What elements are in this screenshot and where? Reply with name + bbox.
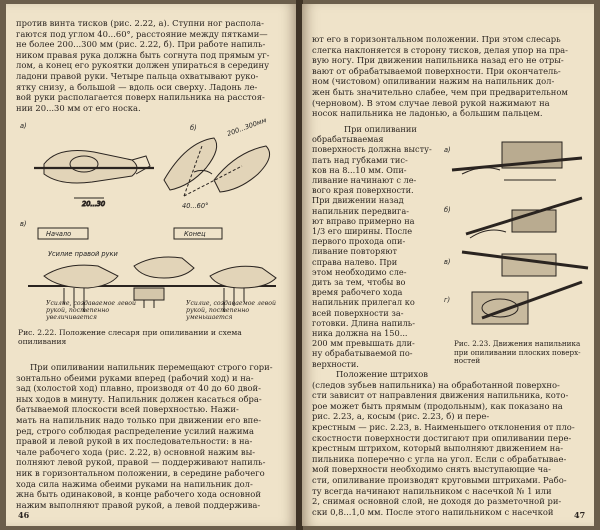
text-line: гаются под углом 40...60°, расстояние между пятками— [16, 28, 268, 39]
fig-label-a: а) [444, 146, 451, 154]
hand-grip-drawing [34, 151, 154, 209]
feet-angle-label: 40...60° [182, 202, 209, 210]
caption-line: ностей [454, 357, 481, 366]
text-line: вают от обрабатываемой поверхности. При окончатель- [312, 65, 561, 76]
text-line: мать на напильник надо только при движении его впе- [16, 414, 262, 425]
fig-label-b: б) [444, 206, 451, 214]
left-page-number: 46 [18, 510, 30, 520]
text-line: готовки. Длина напиль- [312, 317, 415, 328]
text-line: слегка наклоняется в сторону тисков, делая упор на пра- [312, 44, 568, 55]
text-line: мой поверхности необходимо снять выступающие ча- [312, 464, 551, 475]
figure-2-22-caption [18, 328, 290, 347]
text-line: нажим выполняют правой рукой, а левой поддержива- [16, 499, 261, 510]
caption-line: опиливания [18, 337, 67, 347]
text-line: лом, а конец его рукоятки должен упираться в середину [16, 60, 270, 71]
text-line: ливание начинают с ле- [312, 175, 417, 186]
text-line: батываемой плоскости всей поверхностью. Нажи- [16, 404, 239, 415]
text-line: ливание повторяют [312, 246, 398, 257]
left-page [6, 4, 297, 526]
text-line: крестным штрихом, который выполняют движением на- [312, 443, 564, 454]
feet-distance-label: 200...300мм [225, 116, 268, 138]
text-line: ником правая рука должна быть согнута под прямым уг- [16, 49, 270, 60]
end-label: Конец [184, 230, 206, 238]
text-line: ника должна на 150... [312, 328, 408, 339]
text-line: 2, снимая основной слой, не доходя до разметочной ри- [312, 496, 562, 507]
text-line: рис. 2.23, а, косым (рис. 2.23, б) и пере- [312, 411, 490, 422]
text-line: чале рабочего хода (рис. 2.22, в) основной нажим вы- [16, 446, 256, 457]
right-page [302, 4, 594, 526]
text-line: При опиливании напильник перемещают строго гори- [30, 362, 273, 372]
text-line: время рабочего хода [312, 287, 403, 298]
text-line: сти, опиливание производят круговыми штрихами. Рабо- [312, 474, 567, 485]
fig-label-g: г) [444, 296, 451, 304]
text-line: зад (холостой ход) плавно, производя от 40 до 60 двой- [16, 383, 261, 394]
text-line: Положение штрихов [336, 369, 428, 379]
text-line: ну обрабатываемой по- [312, 348, 413, 359]
left-hand-increase-label: Усилие, создаваемое левой рукой, постепенно увеличивается [46, 300, 136, 321]
caption-line: Рис. 2.22. Положение слесаря при опиливании и схема [18, 328, 242, 337]
fig-label-v: в) [20, 220, 27, 228]
text-line: обрабатываемая [312, 134, 384, 145]
caption-line: Рис. 2.23. Движения напильника [454, 340, 581, 348]
text-line: ков на 8...10 мм. Опи- [312, 164, 407, 175]
left-scheme-notes [46, 300, 146, 321]
text-line: вую ногу. При движении напильника назад его не отры- [312, 55, 564, 66]
text-line: хода сила нажима обеими руками на напильник дол- [16, 478, 253, 489]
text-line: нии 20...30 мм от его носка. [16, 102, 141, 113]
text-line: правой и левой рукой в их последовательности: в на- [16, 436, 253, 447]
text-line: 1/3 его ширины. После [312, 226, 413, 237]
text-line: ред, строго соблюдая распределение усилий нажима [16, 425, 254, 436]
start-label: Начало [46, 230, 72, 238]
feet-position-drawing [164, 138, 270, 196]
text-line: (следов зубьев напильника) на обработанной поверхно- [312, 379, 560, 390]
text-line: пильника поперечно с угла на угол. Если с обрабатывае- [312, 453, 567, 464]
cross-stroke-drawing [462, 252, 588, 276]
text-line: против винта тисков (рис. 2.22, а). Ступни ног распола- [16, 18, 264, 28]
text-line: ют вправо примерно на [312, 215, 415, 226]
text-line: поверхность должна высту- [312, 144, 432, 155]
text-line: ют его в горизонтальном положении. При этом слесарь [312, 34, 561, 44]
text-line: При движении назад [312, 195, 404, 206]
fig-label-b: б) [190, 124, 197, 132]
text-line: напильник прилегал ко [312, 297, 415, 308]
text-line: рое может быть прямым (продольным), как показано на [312, 400, 563, 411]
text-line: ятку снизу, а большой — вдоль оси сверху. Ладонь ле- [16, 81, 258, 92]
left-hand-decrease-label: Усилие, создаваемое левой рукой, постепенно уменьшается [186, 300, 276, 321]
text-line: этом необходимо сле- [312, 266, 407, 277]
left-top-paragraph [16, 18, 288, 113]
text-line: ски 0,8...1,0 мм. После этого напильником с насечкой [312, 506, 554, 517]
caption-line: при опиливании плоских поверх- [454, 348, 581, 357]
left-bottom-paragraph [16, 362, 288, 510]
text-line: ту всегда начинают напильником с насечкой № 1 или [312, 485, 552, 496]
text-line: жна быть одинаковой, в конце рабочего хода основной [16, 489, 261, 500]
right-hand-label: Усилие правой руки [48, 250, 118, 258]
text-line: пать над губками тис- [312, 154, 408, 165]
figure-2-23-caption [454, 340, 590, 366]
oblique-stroke-drawing [466, 198, 582, 238]
text-line: дить за тем, чтобы во [312, 277, 406, 288]
figure-2-23 [442, 122, 592, 340]
text-line: скостности поверхности достигают при опиливании пере- [312, 432, 572, 443]
text-line: зонтально обеими руками вперед (рабочий ход) и на- [16, 372, 254, 383]
text-line: вого края поверхности. [312, 185, 414, 196]
text-line: ник в горизонтальном положении, в середине рабочего [16, 467, 265, 478]
right-column-paragraph [312, 124, 440, 369]
grip-dim-label: 20...30 [82, 200, 106, 208]
text-line: ных ходов в минуту. Напильник должен касаться обра- [16, 393, 262, 404]
figure-2-22 [14, 116, 290, 324]
text-line: 200 мм превышать дли- [312, 338, 415, 349]
fig-label-a: а) [20, 122, 27, 130]
straight-stroke-drawing [452, 142, 582, 180]
right-bottom-paragraph [312, 369, 586, 517]
text-line: носок напильника не ладонью, а большим пальцем. [312, 108, 543, 119]
text-line: При опиливании [344, 124, 417, 134]
text-line: напильник передвига- [312, 205, 409, 216]
right-top-paragraph [312, 34, 586, 119]
circular-stroke-drawing [472, 282, 582, 324]
text-line: крестным — рис. 2.23, в. Наименьшего отклонения от пло- [312, 421, 575, 432]
left-scheme-notes-2 [186, 300, 286, 321]
text-line: ном (чистовом) опиливании нажим на напильник дол- [312, 76, 555, 87]
text-line: верхности. [312, 358, 359, 369]
text-line: жен быть значительно слабее, чем при предварительном [312, 86, 568, 97]
right-page-number: 47 [574, 510, 586, 520]
text-line: полняют левой рукой, правой — поддерживают напиль- [16, 457, 266, 468]
text-line: всей поверхности за- [312, 307, 404, 318]
text-line: сти зависит от направления движения напильника, кото- [312, 390, 569, 401]
text-line: первого прохода опи- [312, 236, 406, 247]
text-line: справа налево. При [312, 256, 398, 267]
text-line: (черновом). В этом случае левой рукой нажимают на [312, 97, 550, 108]
text-line: не более 200...300 мм (рис. 2.22, б). При работе напиль- [16, 39, 266, 50]
fig-label-v: в) [444, 258, 451, 266]
text-line: ладони правой руки. Четыре пальца охватывают руко- [16, 70, 259, 81]
text-line: вой руки располагается поверх напильника на расстоя- [16, 92, 265, 103]
